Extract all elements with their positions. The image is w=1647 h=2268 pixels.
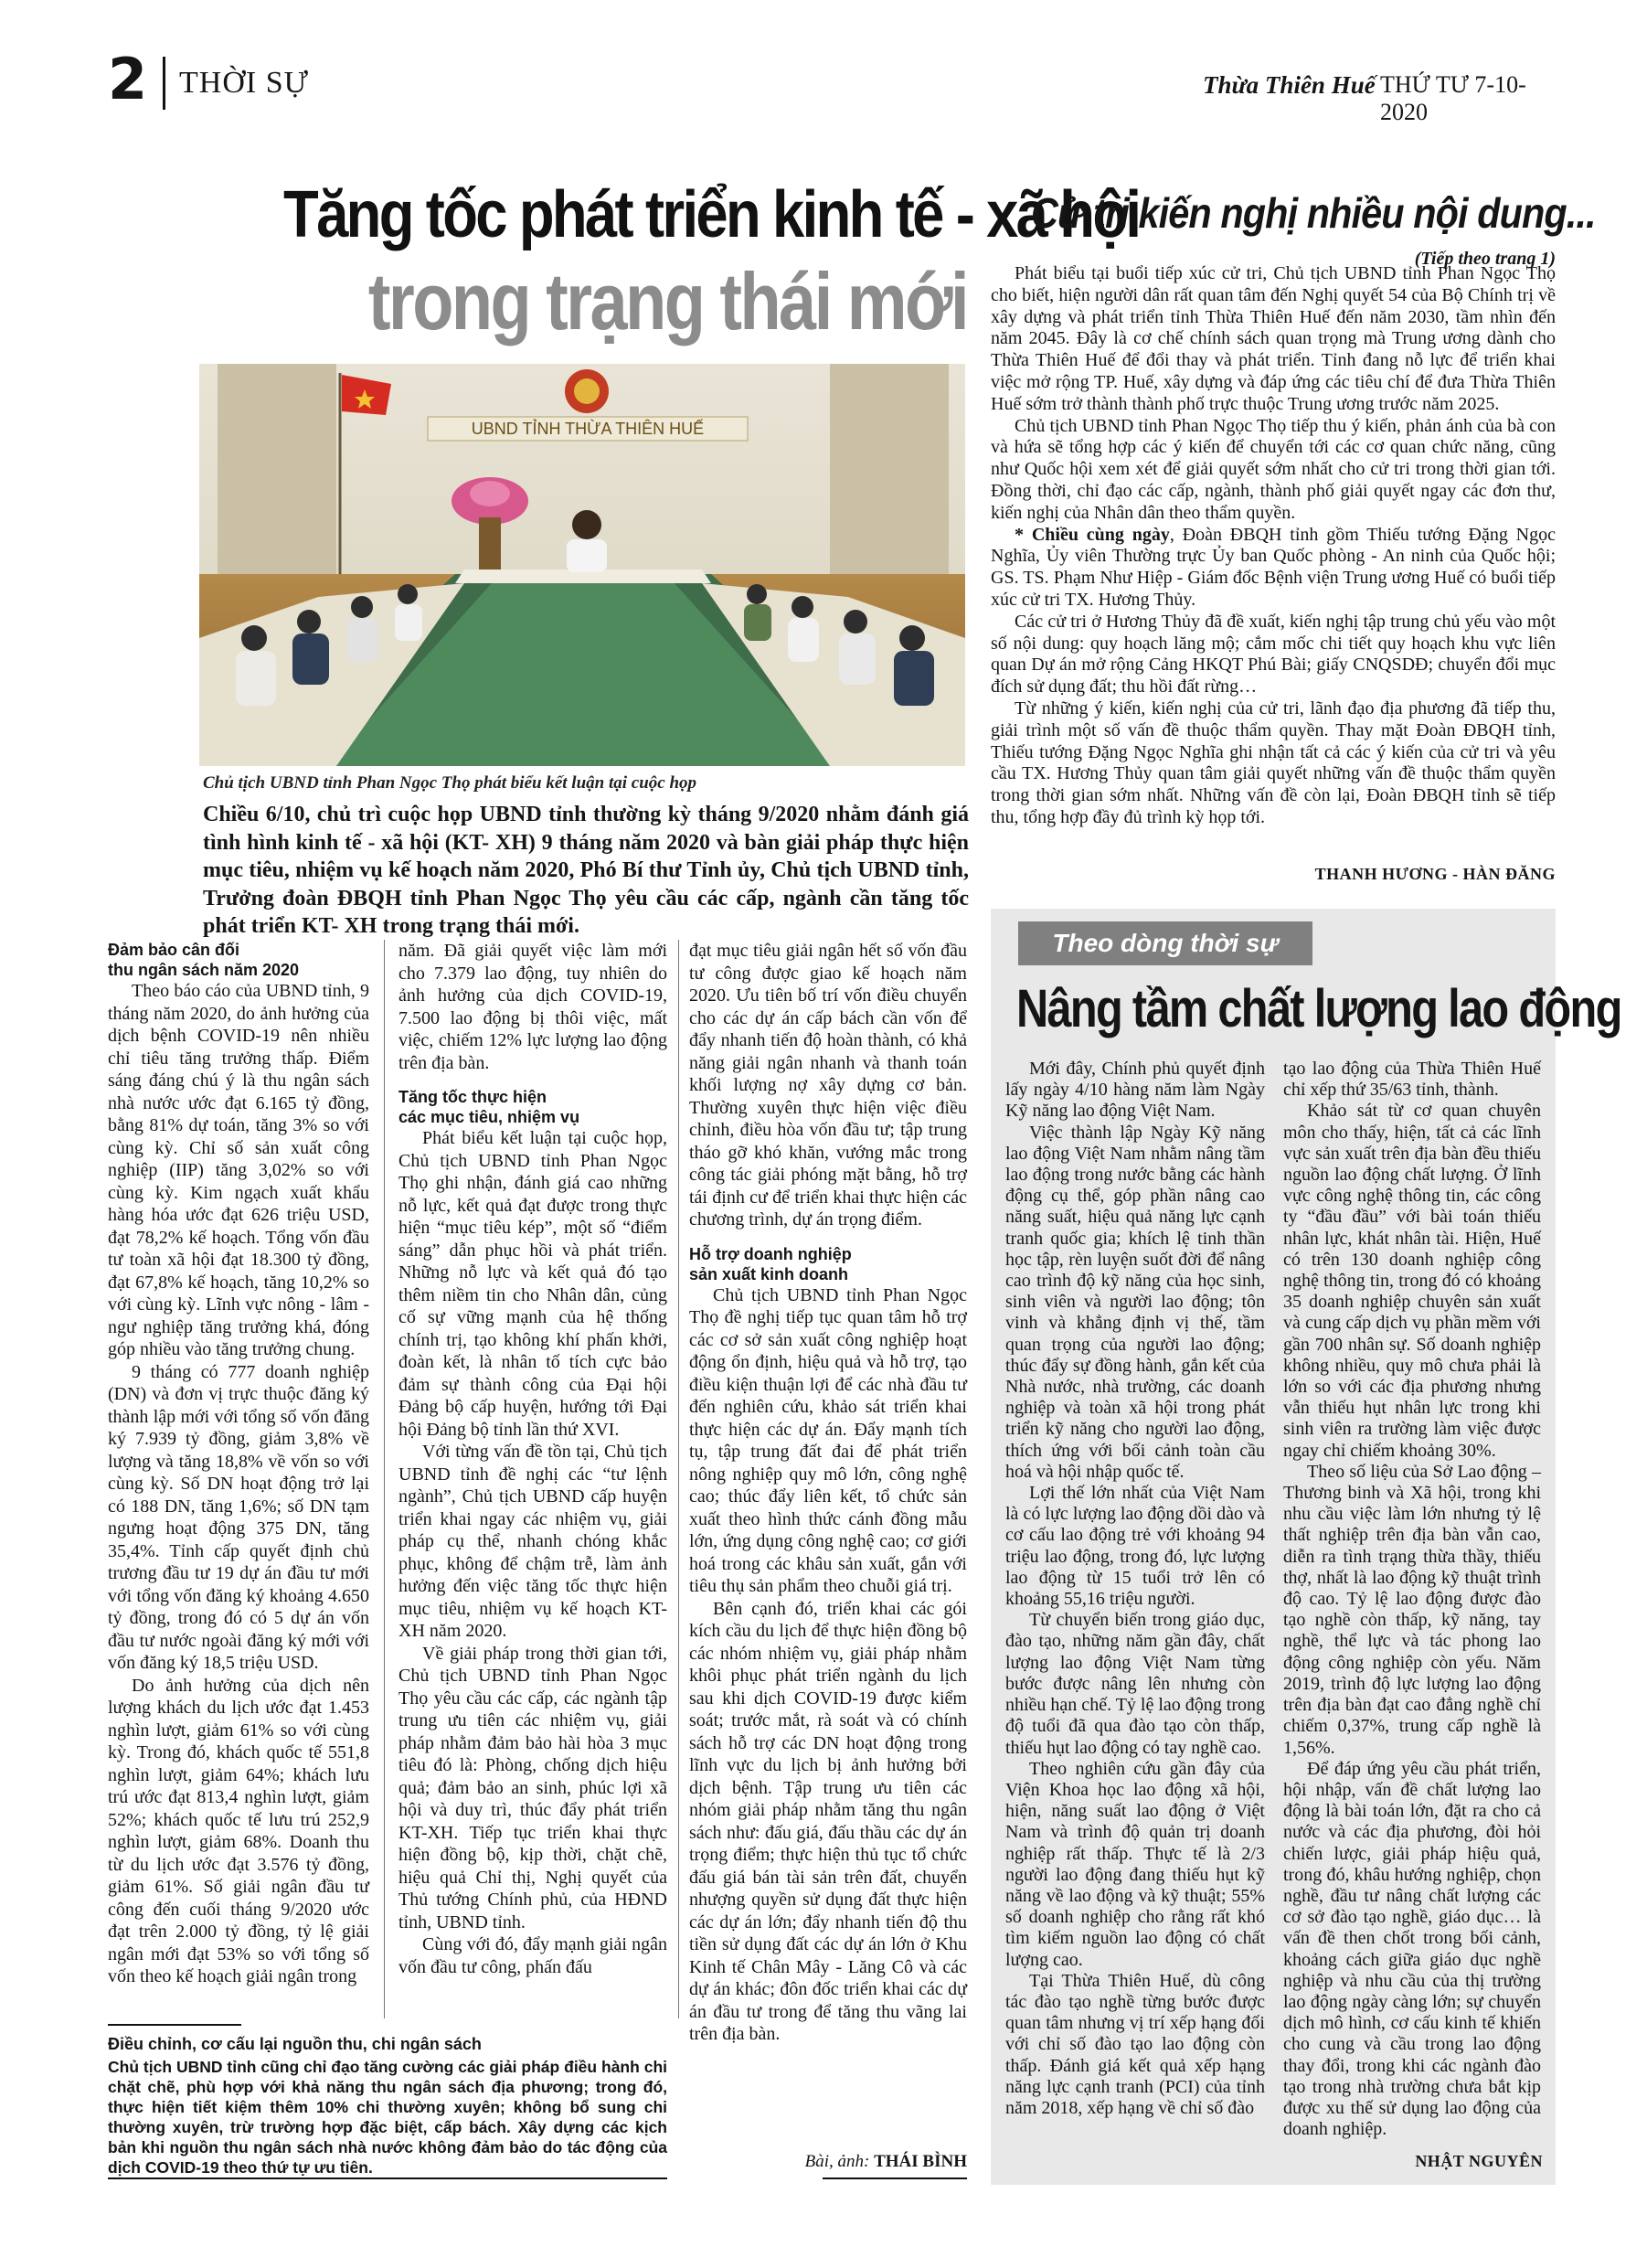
main-headline-line1: Tăng tốc phát triển kinh tế - xã hội [283, 178, 1140, 251]
paragraph: Các cử tri ở Hương Thủy đã đề xuất, kiến nghị tập trung chủ yếu vào một số nội dung: quy hoạch lăng mộ; cắm mốc chi tiết quy hoạch khu vực liên quan Dự án mở rộng Cảng HKQT Phú Bài; giấy CNQSDĐ; chuyển đổi mục đích sử dụng đất; thu hồi đất rừng… [991, 611, 1556, 697]
continued-note: (Tiếp theo trang 1) [1414, 249, 1556, 269]
paragraph: Khảo sát từ cơ quan chuyên môn cho thấy, hiện, tất cả các lĩnh vực sản xuất trên địa bàn đều thiếu nguồn lao động chất lượng. Ở lĩnh vực công nghệ thông tin, các công ty “đầu đầu” với bài toán thiếu nhân lực, khát nhân tài. Hiện, Huế có trên 130 doanh nghiệp công nghệ thông tin, trong đó có khoảng 35 doanh nghiệp chuyên sản xuất và cung cấp dịch vụ phần mềm với gần 700 nhân sự. Số doanh nghiệp không nhiều, quy mô chưa phải là lớn so với các địa phương nhưng vẫn thiếu hụt nhân lực trong khi sinh viên ra trường làm việc được ngay chỉ chiếm khoảng 30%. [1283, 1101, 1541, 1461]
paragraph: 9 tháng có 777 doanh nghiệp (DN) và đơn vị trực thuộc đăng ký thành lập mới với tổng số vốn đăng ký 7.939 tỷ đồng, giảm 3,8% về lượng và tăng 18,8% về vốn so với cùng kỳ. Số DN hoạt động trở lại có 188 DN, tăng 1,6%; số DN tạm ngưng hoạt động 375 DN, tăng 35,4%. Tỉnh cấp quyết định chủ trương đầu tư 19 dự án đầu tư mới với tổng vốn đăng ký khoảng 4.650 tỷ đồng, trong đó có 5 dự án vốn đầu tư nước ngoài đăng ký mới với vốn đăng ký 18,5 triệu USD. [108, 1361, 369, 1673]
paragraph: Từ những ý kiến, kiến nghị của cử tri, lãnh đạo địa phương đã tiếp thu, giải trình một số vấn đề thuộc thẩm quyền. Thay mặt Đoàn ĐBQH tỉnh, Thiếu tướng Đặng Ngọc Nghĩa ghi nhận tất cả các ý kiến của cử tri và yêu cầu TX. Hương Thủy quan tâm giải quyết những vấn đề thuộc thẩm quyền trong thời gian sớm nhất. Những vấn đề còn lại, Đoàn ĐBQH tỉnh sẽ tiếp thu, tổng hợp đầy đủ trình kỳ họp tới. [991, 697, 1556, 827]
masthead [108, 46, 1561, 125]
paragraph-lead-bold: * Chiều cùng ngày [1015, 524, 1170, 545]
side-article-body [991, 263, 1556, 829]
box-top-rule [108, 2024, 241, 2026]
main-headline-line2: trong trạng thái mới [367, 256, 967, 346]
feature-tag: Theo dòng thời sự [1018, 921, 1312, 965]
paragraph: Phát biểu tại buổi tiếp xúc cử tri, Chủ tịch UBND tỉnh Phan Ngọc Thọ cho biết, hiện người dân rất quan tâm đến Nghị quyết 54 của Bộ Chính trị về xây dựng và phát triển tỉnh Thừa Thiên Huế đến năm 2030, tầm nhìn đến năm 2045. Đây là cơ chế chính sách quan trọng mà Trung ương dành cho Thừa Thiên Huế để đổi thay và phát triển. Tỉnh đang nỗ lực để triển khai việc mở rộng TP. Huế, xây dựng và đáp ứng các tiêu chí để đưa Thừa Thiên Huế sớm trở thành thành phố trực thuộc Trung ương trước năm 2025. [991, 263, 1556, 414]
side-byline: THANH HƯƠNG - HÀN ĐĂNG [1314, 865, 1556, 883]
feature-headline: Nâng tầm chất lượng lao động [1016, 979, 1621, 1038]
paragraph: Bên cạnh đó, triển khai các gói kích cầu du lịch để thực hiện đồng bộ các nhóm nhiệm vụ, giải pháp nhằm khôi phục phát triển ngành du lịch sau khi dịch COVID-19 được kiểm soát; trước mắt, rà soát và có chính sách hỗ trợ các DN hoạt động trong lĩnh vực du lịch bị ảnh hưởng bởi dịch bệnh. Tập trung ưu tiên các nhóm giải pháp nhằm tăng thu ngân sách như: đấu giá, đấu thầu các dự án trọng điểm; thực hiện thủ tục tổ chức đấu giá bán tài sản trên đất, chuyển nhượng quyền sử dụng đất thực hiện các dự án lớn; đẩy nhanh tiến độ thu tiền sử dụng đất các dự án lớn ở Khu Kinh tế Chân Mây - Lăng Cô và các dự án khác; đôn đốc triển khai các dự án đầu tư trong để tăng thu vãng lai trên địa bàn. [689, 1598, 967, 2044]
side-headline: Cử tri kiến nghị nhiều nội dung... [1031, 189, 1596, 237]
article-column-2 [398, 940, 667, 1978]
paragraph: đạt mục tiêu giải ngân hết số vốn đầu tư công được giao kế hoạch năm 2020. Ưu tiên bố trí vốn điều chuyển cho các dự án cấp bách cần vốn để đẩy nhanh tiến độ hoàn thành, có khả năng giải ngân nhanh và thanh toán khối lượng nợ xây dựng cơ bản. Thường xuyên thực hiện việc điều chỉnh, điều hòa vốn đầu tư; tập trung tháo gỡ khó khăn, vướng mắc trong công tác giải phóng mặt bằng, hỗ trợ tái định cư để triển khai thực hiện các chương trình, dự án trọng điểm. [689, 941, 967, 1230]
paragraph: Theo số liệu của Sở Lao động – Thương binh và Xã hội, trong khi nhu cầu việc làm lớn nhưng tỷ lệ thất nghiệp trên địa bàn vẫn cao, diễn ra tình trạng thừa thầy, thiếu thợ, nhất là lao động kỹ thuật trình độ cao. Tỷ lệ lao động được đào tạo nghề còn thấp, kỹ năng, tay nghề, thể lực và tác phong lao động công nghiệp còn yếu. Năm 2019, trình độ lực lượng lao động trên địa bàn đạt cao đẳng nghề chỉ chiếm 0,37%, trung cấp nghề là 1,56%. [1283, 1461, 1541, 1758]
paragraph: Để đáp ứng yêu cầu phát triển, hội nhập, vấn đề chất lượng lao động là bài toán lớn, đặt ra cho cả nước và các địa phương, đòi hỏi chiến lược, giải pháp hiệu quả, trong đó, khâu hướng nghiệp, chọn nghề, đầu tư nâng chất lượng các cơ sở đào tạo nghề, giáo dục… là vấn đề then chốt trong bối cảnh, khoảng cách giữa giáo dục nghề nghiệp và nhu cầu của thị trường lao động ngày càng lớn; sự chuyển dịch mô hình, cơ cấu kinh tế khiến cho cung và cầu trong lao động thay đổi, trong khi các ngành đào tạo trong nhà trường chưa bắt kịp được xu thế sử dụng lao động của doanh nghiệp. [1283, 1758, 1541, 2140]
box-bottom-rule [108, 2177, 667, 2179]
paragraph: tạo lao động của Thừa Thiên Huế chỉ xếp thứ 35/63 tỉnh, thành. [1283, 1059, 1541, 1101]
paragraph: Về giải pháp trong thời gian tới, Chủ tịch UBND tỉnh Phan Ngọc Thọ yêu cầu các cấp, các ngành tập trung ưu tiên các nhiệm vụ, giải pháp nhằm đảm bảo hài hòa 3 mục tiêu đó là: Phòng, chống dịch hiệu quả; đảm bảo an sinh, phúc lợi xã hội và duy trì, thúc đẩy phát triển KT-XH. Tiếp tục triển khai thực hiện đồng bộ, kịp thời, chặt chẽ, hiệu quả Chỉ thị, Nghị quyết của Thủ tướng Chính phủ, của HĐND tỉnh, UBND tỉnh. [398, 1643, 667, 1933]
paragraph [991, 525, 1556, 612]
subheading: thu ngân sách năm 2020 [108, 961, 300, 979]
paragraph: Theo báo cáo của UBND tỉnh, 9 tháng năm 2020, do ảnh hưởng của dịch bệnh COVID-19 nên nhiều chỉ tiêu tăng trưởng thấp. Điểm sáng đáng chú ý là thu ngân sách nhà nước ước đạt 6.165 tỷ đồng, bằng 81% dự toán, tăng 3% so với cùng kỳ. Chỉ số sản xuất công nghiệp (IIP) tăng 3,02% so với cùng kỳ. Kim ngạch xuất khẩu hàng hóa ước đạt 626 triệu USD, đạt 78,2% kế hoạch. Tổng vốn đầu tư toàn xã hội đạt 18.300 tỷ đồng, đạt 67,8% kế hoạch, tăng 10,2% so với cùng kỳ. Lĩnh vực nông - lâm - ngư nghiệp tăng trưởng khá, đóng góp nhiều vào tăng trưởng chung. [108, 981, 369, 1359]
masthead-divider [163, 57, 165, 110]
feature-column-1 [1005, 1059, 1265, 2119]
paragraph: năm. Đã giải quyết việc làm mới cho 7.379 lao động, tuy nhiên do ảnh hưởng của dịch COVID-19, 7.500 lao động bị thôi việc, mất việc, chiếm 12% lực lượng lao động trên địa bàn. [398, 941, 667, 1073]
photo-sign-text: UBND TỈNH THỪA THIÊN HUẾ [471, 420, 705, 438]
paragraph: Cùng với đó, đẩy mạnh giải ngân vốn đầu tư công, phấn đấu [398, 1934, 667, 1977]
photo-caption: Chủ tịch UBND tỉnh Phan Ngọc Thọ phát biểu kết luận tại cuộc họp [203, 773, 697, 793]
box-title: Điều chỉnh, cơ cấu lại nguồn thu, chi ngân sách [108, 2035, 482, 2053]
feature-byline: NHẬT NGUYÊN [1415, 2152, 1543, 2170]
paragraph: Việc thành lập Ngày Kỹ năng lao động Việt Nam nhằm nâng tầm lao động trong nước bằng các hành động cụ thể, góp phần nâng cao năng suất, hiệu quả năng lực cạnh tranh quốc gia; khích lệ tinh thần học tập, rèn luyện suốt đời để nâng cao trình độ kỹ năng của học sinh, sinh viên và người lao động; tôn vinh và khẳng định vị thế, tầm quan trọng của người lao động; thúc đẩy sự đồng hành, gắn kết của Nhà nước, nhà trường, các doanh nghiệp và toàn xã hội trong phát triển kỹ năng cho người lao động, thích ứng với bối cảnh toàn cầu hoá và hội nhập quốc tế. [1005, 1122, 1265, 1482]
box-text: Chủ tịch UBND tỉnh cũng chỉ đạo tăng cường các giải pháp điều hành chi chặt chẽ, phù hợp với khả năng thu ngân sách địa phương; trong đó, thực hiện tiết kiệm thêm 10% chi thường xuyên; không bổ sung chi thường xuyên, trừ trường hợp đặc biệt, cấp bách. Xây dựng các kịch bản khi nguồn thu ngân sách nhà nước không đảm bảo do tác động của dịch COVID-19 theo thứ tự ưu tiên. [108, 2058, 667, 2177]
article-lead: Chiều 6/10, chủ trì cuộc họp UBND tỉnh thường kỳ tháng 9/2020 nhằm đánh giá tình hình kinh tế - xã hội (KT- XH) 9 tháng năm 2020 và bàn giải pháp thực hiện mục tiêu, nhiệm vụ kế hoạch năm 2020, Phó Bí thư Tỉnh ủy, Chủ tịch UBND tỉnh, Trưởng đoàn ĐBQH tỉnh Phan Ngọc Thọ yêu cầu các cấp, ngành cần tăng tốc phát triển KT- XH trong trạng thái mới. [203, 803, 969, 938]
meeting-photo-illustration [199, 364, 965, 766]
paragraph: Tại Thừa Thiên Huế, dù công tác đào tạo nghề từng bước được quan tâm nhưng vị trí xếp hạng đối với chỉ số đào tạo lao động còn thấp. Đánh giá kết quả xếp hạng năng lực cạnh tranh (PCI) của tỉnh năm 2018, xếp hạng về chỉ số đào [1005, 1970, 1265, 2118]
article-column-3 [689, 940, 967, 2046]
paragraph: Phát biểu kết luận tại cuộc họp, Chủ tịch UBND tỉnh Phan Ngọc Thọ ghi nhận, đánh giá cao những nỗ lực, kết quả đạt được trong thực hiện “mục tiêu kép”, một số “điểm sáng” dẫn phục hồi và phát triển. Những nỗ lực và kết quả đó tạo thêm niềm tin cho Nhân dân, củng cố sự vững mạnh của hệ thống chính trị, tạo không khí phấn khởi, đoàn kết, là nhân tố tích cực bảo đảm sự thành công của Đại hội Đảng bộ cấp huyện, hướng tới Đại hội Đảng bộ tỉnh lần thứ XVI. [398, 1128, 667, 1440]
paragraph: Với từng vấn đề tồn tại, Chủ tịch UBND tỉnh đề nghị các “tư lệnh ngành”, Chủ tịch UBND cấp huyện triển khai ngay các nhiệm vụ, giải pháp cụ thể, nhanh chóng khắc phục, không để chậm trễ, làm ảnh hưởng đến việc tăng tốc thực hiện mục tiêu, nhiệm vụ kế hoạch KT-XH năm 2020. [398, 1442, 667, 1641]
byline-label: Bài, ảnh: [804, 2152, 870, 2171]
subheading: các mục tiêu, nhiệm vụ [398, 1108, 580, 1126]
meeting-photo [199, 364, 965, 766]
section-name: THỜI SỰ [179, 66, 309, 100]
subheading: Đảm bảo cân đối [108, 941, 240, 959]
feature-column-2 [1283, 1059, 1541, 2140]
paragraph: Từ chuyển biến trong giáo dục, đào tạo, những năm gần đây, chất lượng lao động Việt Nam từng bước được nâng lên nhưng còn nhiều hạn chế. Tỷ lệ lao động trong độ tuổi đã qua đào tạo còn thấp, thiếu hụt lao động có tay nghề cao. [1005, 1610, 1266, 1758]
subheading: Hỗ trợ doanh nghiệp [689, 1244, 852, 1263]
byline-name: THÁI BÌNH [874, 2152, 967, 2171]
subheading: Tăng tốc thực hiện [398, 1088, 547, 1106]
page-number: 2 [108, 46, 148, 112]
column-end-rule [823, 2177, 967, 2179]
column-divider [678, 940, 679, 2018]
column-divider [384, 940, 385, 2018]
article-column-1 [108, 940, 369, 1988]
paper-name: Thừa Thiên Huế [1203, 71, 1376, 99]
paragraph-rest: , Đoàn ĐBQH tỉnh gồm Thiếu tướng Đặng Ngọc Nghĩa, Ủy viên Thường trực Ủy ban Quốc phòng - An ninh của Quốc hội; GS. TS. Phạm Như Hiệp - Giám đốc Bệnh viện Trung ương Huế có buổi tiếp xúc cử tri TX. Hương Thủy. [991, 524, 1556, 610]
paragraph: Chủ tịch UBND tỉnh Phan Ngọc Thọ tiếp thu ý kiến, phản ánh của bà con và hứa sẽ tổng hợp các ý kiến để chuyển tới các cơ quan chức năng, cũng như Quốc hội xem xét để giải quyết sớm nhất cho cử tri trong thời gian tới. Đồng thời, chỉ đạo các cấp, ngành, thành phố giải quyết ngay các đơn thư, kiến nghị của Nhân dân theo thẩm quyền. [991, 415, 1556, 523]
paragraph: Lợi thế lớn nhất của Việt Nam là có lực lượng lao động dồi dào và cơ cấu lao động trẻ với khoảng 94 triệu lao động, trong đó, lực lượng lao động từ 15 tuổi trở lên có khoảng 55,16 triệu người. [1005, 1483, 1265, 1610]
subheading: sản xuất kinh doanh [689, 1264, 849, 1283]
paragraph: Theo nghiên cứu gần đây của Viện Khoa học lao động xã hội, hiện, năng suất lao động ở Việt Nam và trình độ quản trị doanh nghiệp rất thấp. Thực tế là 2/3 người lao động đang thiếu hụt kỹ năng về lao động và kỹ thuật; 55% số doanh nghiệp cho rằng rất khó tìm kiếm nguồn lao động có chất lượng cao. [1005, 1758, 1265, 1970]
article-byline [795, 2152, 967, 2172]
paragraph: Mới đây, Chính phủ quyết định lấy ngày 4/10 hàng năm làm Ngày Kỹ năng lao động Việt Nam. [1005, 1059, 1265, 1122]
paragraph: Chủ tịch UBND tỉnh Phan Ngọc Thọ đề nghị tiếp tục quan tâm hỗ trợ các cơ sở sản xuất công nghiệp hoạt động ổn định, hiệu quả và hỗ trợ, tạo điều kiện thuận lợi để các nhà đầu tư đến nghiên cứu, khảo sát triển khai thực hiện các dự án. Đẩy mạnh tích tụ, tập trung đất đai để phát triển nông nghiệp quy mô lớn, công nghệ cao; thúc đẩy liên kết, tổ chức sản xuất theo hình thức cánh đồng mẫu lớn, ứng dụng công nghệ cao; cơ giới hoá trong các khâu sản xuất, gắn với tiêu thụ sản phẩm theo chuỗi giá trị. [689, 1284, 967, 1596]
paragraph: Do ảnh hưởng của dịch nên lượng khách du lịch ước đạt 1.453 nghìn lượt, giảm 61% so với cùng kỳ. Trong đó, khách quốc tế 551,8 nghìn lượt, giảm 64%; khách lưu trú ước đạt 813,4 nghìn lượt, giảm 52%; khách quốc tế lưu trú 252,9 nghìn lượt, giảm 68%. Doanh thu từ du lịch ước đạt 3.576 tỷ đồng, giảm 61%. Số giải ngân đầu tư công đến cuối tháng 9/2020 ước đạt trên 2.000 tỷ đồng, tỷ lệ giải ngân mới đạt 53% so với tổng số vốn theo kế hoạch giải ngân trong [108, 1675, 369, 1986]
issue-date: THỨ TƯ 7-10-2020 [1380, 71, 1526, 125]
